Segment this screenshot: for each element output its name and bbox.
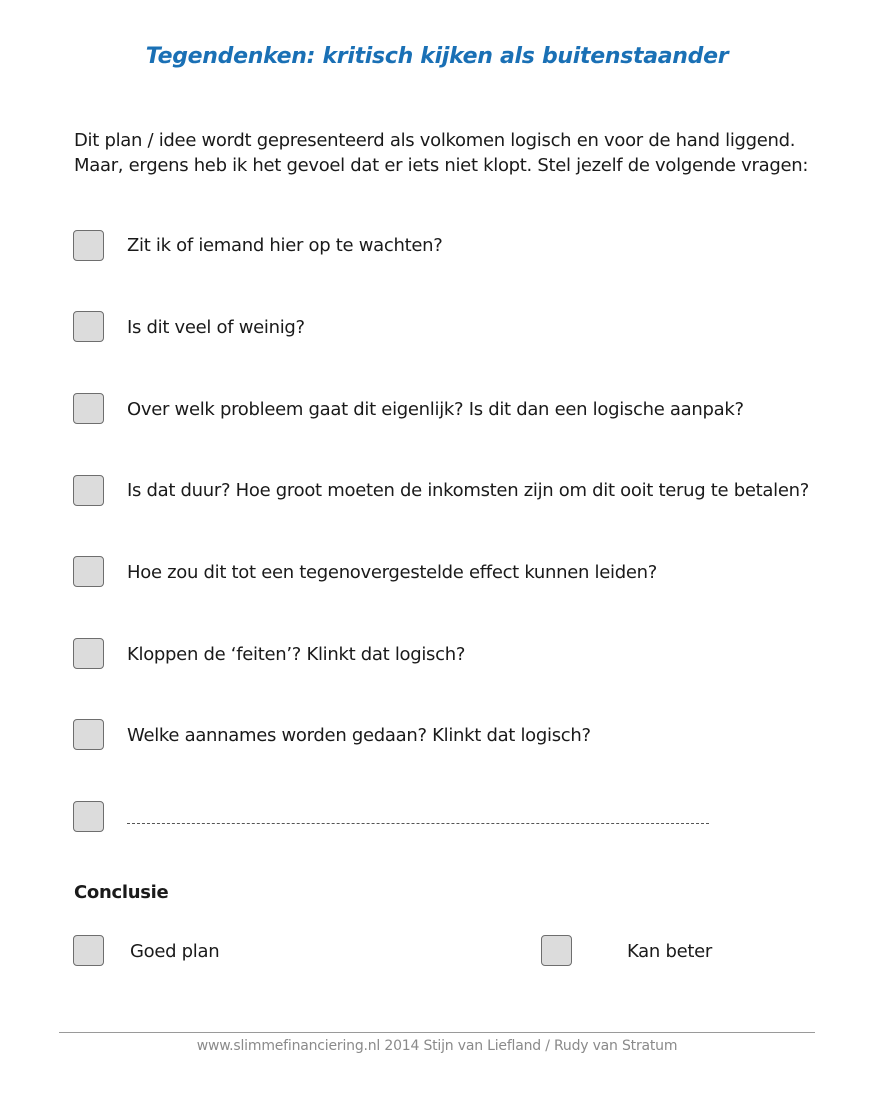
question-5-checkbox[interactable]	[73, 556, 104, 587]
question-7-label: Welke aannames worden gedaan? Klinkt dat logisch?	[127, 725, 591, 746]
custom-question-checkbox[interactable]	[73, 801, 104, 832]
intro-line-1: Dit plan / idee wordt gepresenteerd als volkomen logisch en voor de hand liggend.	[74, 130, 796, 151]
intro-text	[74, 128, 834, 178]
footer-divider	[59, 1032, 815, 1033]
goed-plan-checkbox[interactable]	[73, 935, 104, 966]
question-7-checkbox[interactable]	[73, 719, 104, 750]
question-1-label: Zit ik of iemand hier op te wachten?	[127, 235, 443, 256]
question-4-checkbox[interactable]	[73, 475, 104, 506]
kan-beter-checkbox[interactable]	[541, 935, 572, 966]
question-3-label: Over welk probleem gaat dit eigenlijk? Is dit dan een logische aanpak?	[127, 399, 744, 420]
page-title: Tegendenken: kritisch kijken als buitenstaander	[145, 44, 729, 69]
question-6-checkbox[interactable]	[73, 638, 104, 669]
conclusion-heading: Conclusie	[74, 882, 169, 903]
custom-question-blank-line[interactable]	[127, 823, 709, 824]
question-3-checkbox[interactable]	[73, 393, 104, 424]
question-2-checkbox[interactable]	[73, 311, 104, 342]
question-6-label: Kloppen de ‘feiten’? Klinkt dat logisch?	[127, 644, 466, 665]
question-1-checkbox[interactable]	[73, 230, 104, 261]
goed-plan-label: Goed plan	[130, 941, 220, 962]
question-4-label: Is dat duur? Hoe groot moeten de inkomsten zijn om dit ooit terug te betalen?	[127, 480, 809, 501]
question-5-label: Hoe zou dit tot een tegenovergestelde effect kunnen leiden?	[127, 562, 657, 583]
footer-credit: www.slimmefinanciering.nl 2014 Stijn van Liefland / Rudy van Stratum	[196, 1038, 678, 1054]
intro-line-2: Maar, ergens heb ik het gevoel dat er iets niet klopt. Stel jezelf de volgende vragen:	[74, 155, 809, 176]
question-2-label: Is dit veel of weinig?	[127, 317, 305, 338]
kan-beter-label: Kan beter	[627, 941, 712, 962]
